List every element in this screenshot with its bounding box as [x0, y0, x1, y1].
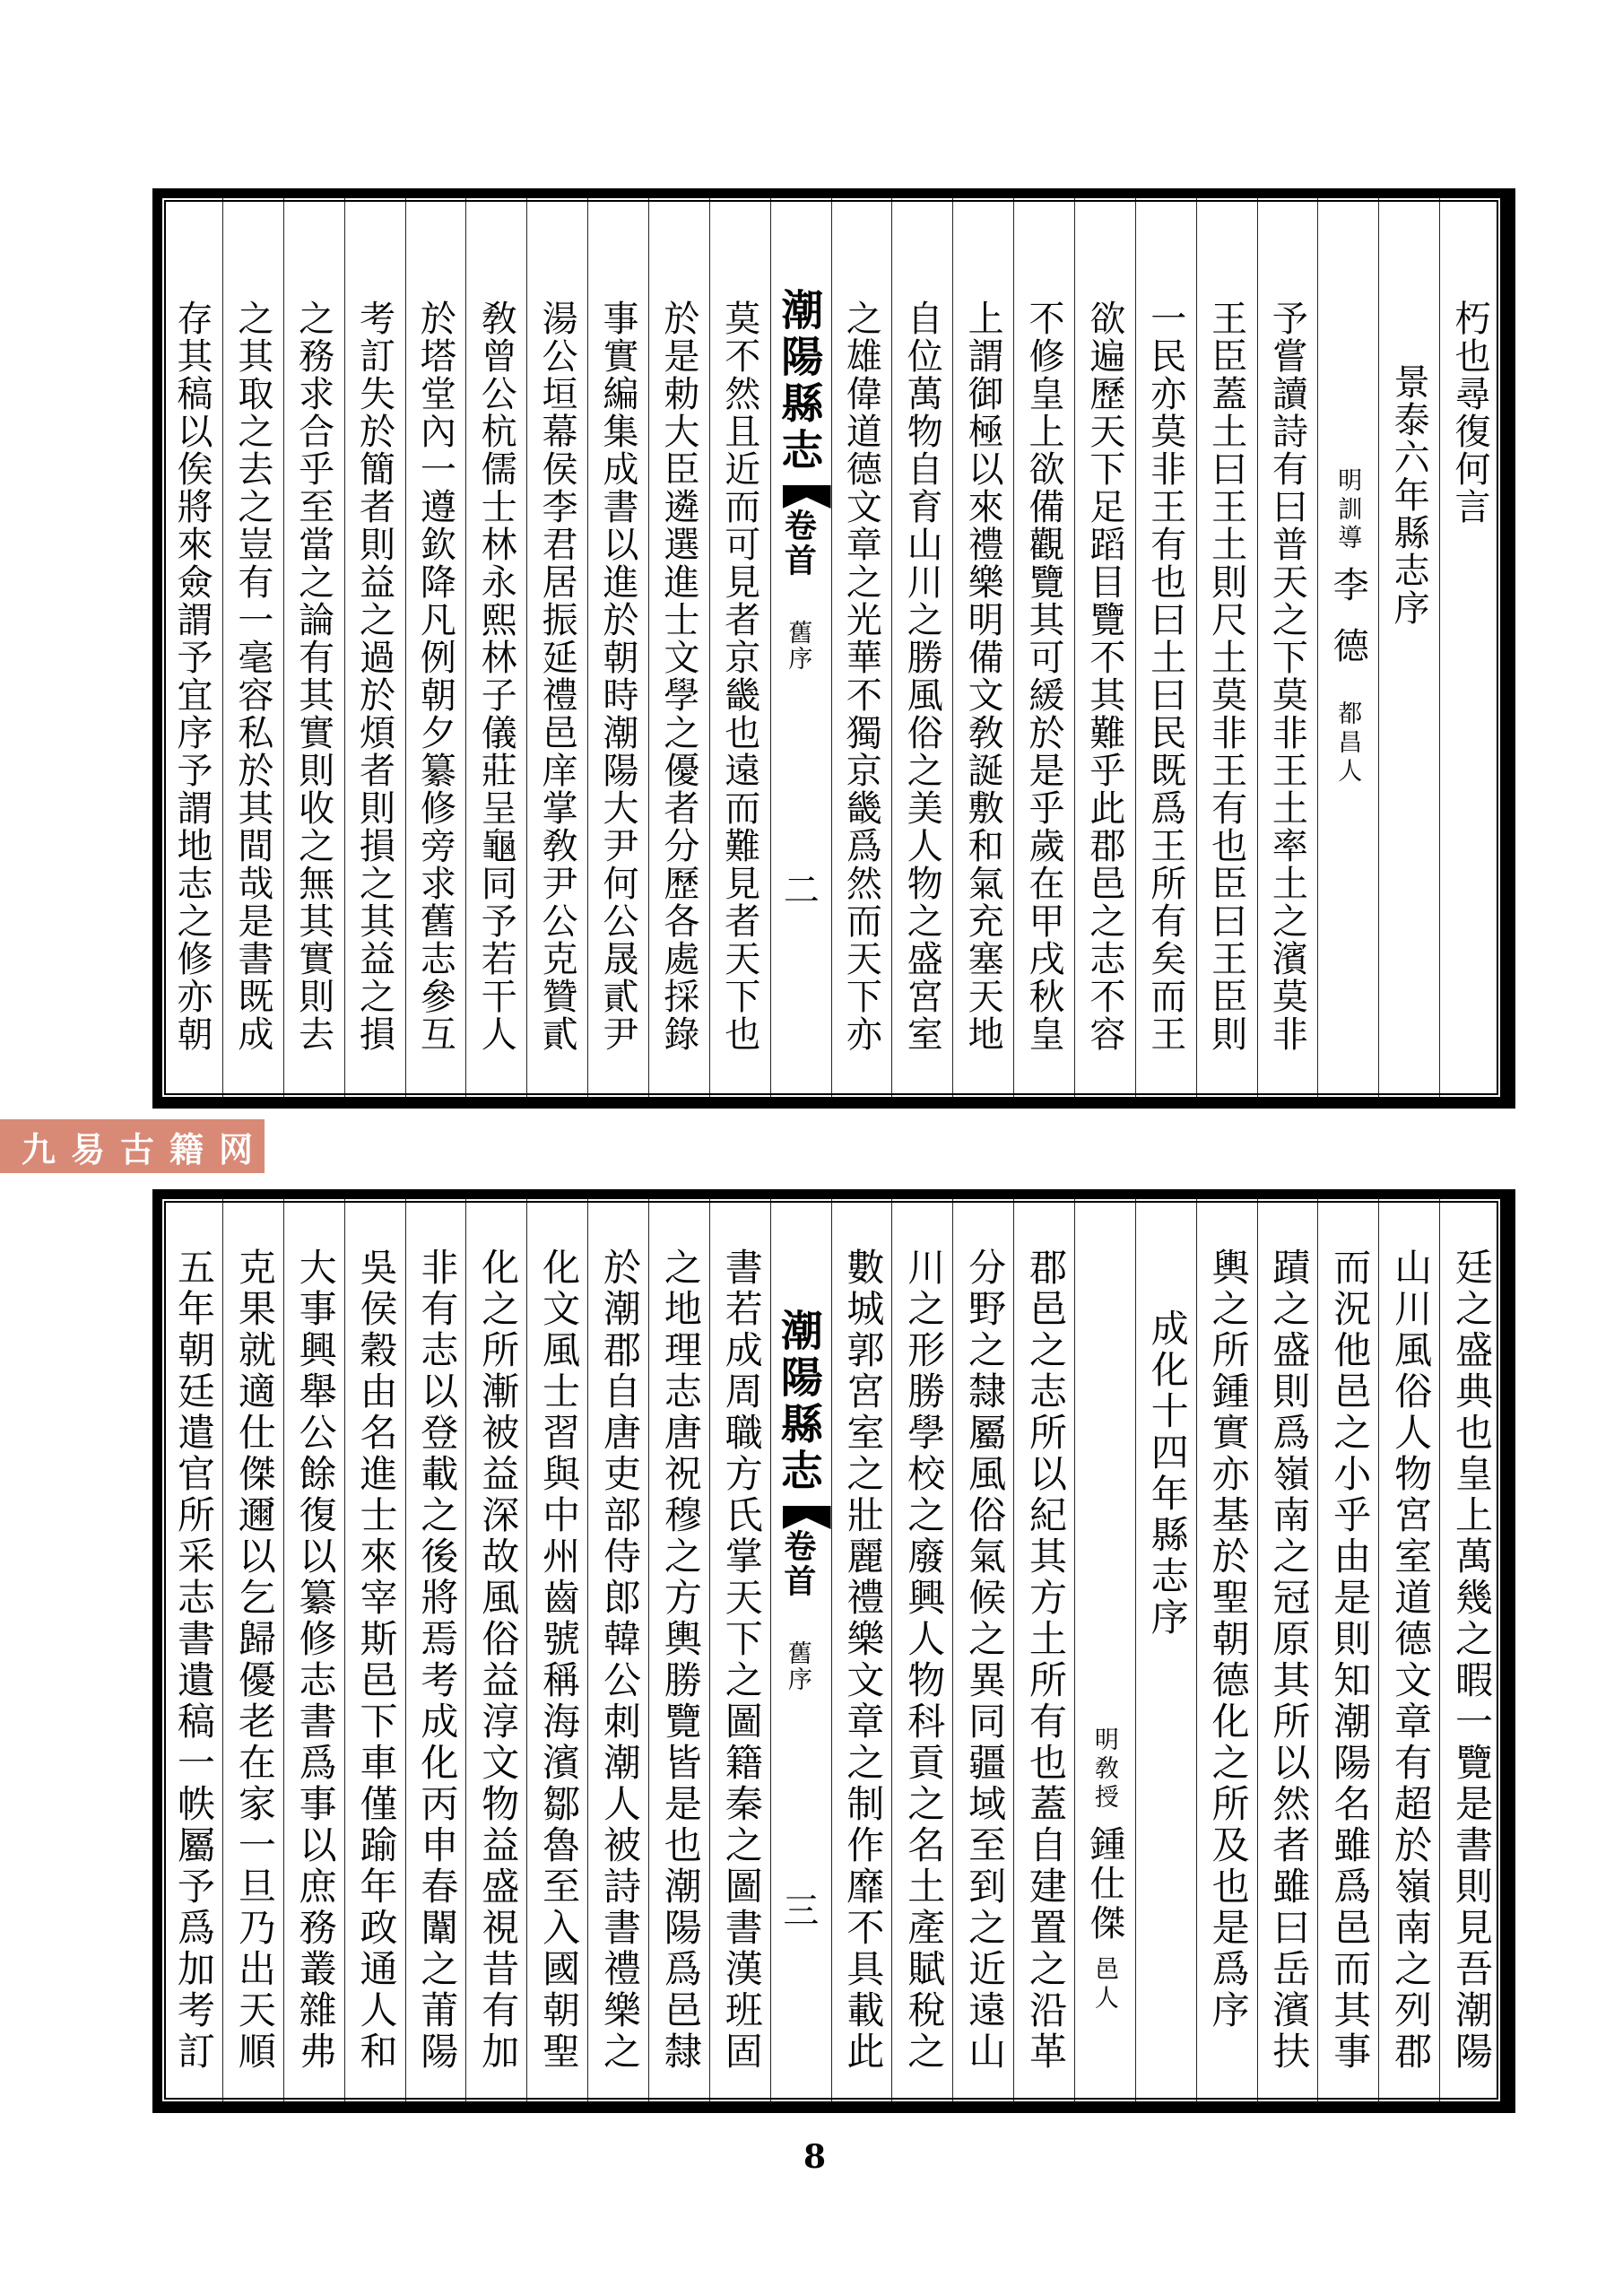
text-column: 郡邑之志所以紀其方土所有也蓋自建置之沿革 — [1013, 1199, 1074, 2101]
text-column: 輿之所鍾實亦基於聖朝德化之所及也是爲序 — [1196, 1199, 1257, 2101]
text-column: 於是勅大臣遴選進士文學之優者分歷各處採錄 — [648, 198, 709, 1097]
text-column: 莫不然且近而可見者京畿也遠而難見者天下也 — [709, 198, 770, 1097]
author-name: 鍾仕傑 — [1084, 1825, 1125, 1944]
text-column: 而況他邑之小乎由是則知潮陽名雖爲邑而其事 — [1317, 1199, 1378, 2101]
text-column: 五年朝廷遣官所采志書遺稿一帙屬予爲加考訂 — [171, 1248, 213, 2073]
text-columns-bottom — [162, 1199, 1500, 2101]
page-number: 8 — [803, 2138, 827, 2176]
text-column: 上謂御極以來禮樂明備文敎誕敷和氣充塞天地 — [952, 198, 1013, 1097]
subsection-label: 舊序 — [784, 1640, 812, 1692]
author-column — [1074, 1199, 1135, 2101]
text-column: 化文風士習與中州齒號稱海濱鄒魯至入國朝聖 — [526, 1199, 587, 2101]
text-column: 於塔堂內一遵欽降凡例朝夕纂修旁求舊志參互 — [405, 198, 466, 1097]
author-annotation: 明訓導 — [1334, 467, 1362, 553]
section-label: 卷首 — [780, 509, 817, 578]
fishtail-mark — [783, 485, 831, 509]
text-column: 數城郭宮室之壯麗禮樂文章之制作靡不具載此 — [831, 1199, 892, 2101]
text-column: 廷之盛典也皇上萬幾之暇一覽是書則見吾潮陽 — [1439, 1199, 1500, 2101]
author-name: 李德 — [1328, 566, 1369, 688]
watermark-text: 九易古籍网 — [22, 1131, 269, 1170]
text-column: 之其取之去之豈有一毫容私於其間哉是書既成 — [222, 198, 283, 1097]
book-title: 潮陽縣志 — [774, 1309, 821, 1495]
text-column: 一民亦莫非王有也曰土曰民既爲王所有矣而王 — [1135, 198, 1196, 1097]
text-column: 朽也尋復何言 — [1439, 198, 1500, 1097]
text-column: 之地理志唐祝穆之方輿勝覽皆是也潮陽爲邑隸 — [648, 1199, 709, 2101]
text-column: 敎曾公杭儒士林永熙林子儀莊呈龜同予若干人 — [465, 198, 526, 1097]
text-column: 克果就適仕傑邇以乞歸優老在家一旦乃出天順 — [222, 1199, 283, 2101]
text-column: 蹟之盛則爲嶺南之冠原其所以然者雖曰岳濱扶 — [1257, 1199, 1318, 2101]
text-column: 湯公垣幕侯李君居振延禮邑庠掌敎尹公克贊貳 — [526, 198, 587, 1097]
text-column: 川之形勝學校之廢興人物科貢之名土產賦稅之 — [891, 1199, 952, 2101]
book-title: 潮陽縣志 — [775, 288, 822, 474]
text-column: 王臣蓋土曰王土則尺土莫非王有也臣曰王臣則 — [1196, 198, 1257, 1097]
section-label: 卷首 — [779, 1529, 816, 1599]
text-column: 非有志以登載之後將焉考成化丙申春闈之莆陽 — [405, 1199, 466, 2101]
author-annotation: 都昌人 — [1334, 700, 1362, 787]
text-columns-top — [162, 198, 1500, 1097]
text-column: 自位萬物自育山川之勝風俗之美人物之盛宮室 — [891, 198, 952, 1097]
text-column: 於潮郡自唐吏部侍郎韓公刺潮人被詩書禮樂之 — [587, 1199, 648, 2101]
text-column: 大事興舉公餘復以纂修志書爲事以庶務叢雜弗 — [283, 1199, 344, 2101]
text-column: 考訂失於簡者則益之過於煩者則損之其益之損 — [344, 198, 405, 1097]
fishtail-mark — [783, 1506, 831, 1529]
author-column — [1317, 198, 1378, 1097]
text-column: 之務求合乎至當之論有其實則收之無其實則去 — [283, 198, 344, 1097]
text-column: 山川風俗人物宮室道德文章有超於嶺南之列郡 — [1378, 1199, 1439, 2101]
center-fold-column — [770, 198, 831, 1097]
text-column: 化之所漸被益深故風俗益淳文物益盛視昔有加 — [465, 1199, 526, 2101]
author-annotation: 邑人 — [1090, 1956, 1118, 2013]
folio-number: 二 — [778, 871, 820, 909]
subsection-label: 舊序 — [785, 620, 812, 672]
author-annotation: 明敎授 — [1090, 1726, 1118, 1813]
book-page-bottom — [152, 1189, 1515, 2113]
watermark-banner — [0, 1119, 269, 1173]
text-column: 分野之隸屬風俗氣候之異同疆域至到之近遠山 — [952, 1199, 1013, 2101]
text-column: 書若成周職方氏掌天下之圖籍秦之圖書漢班固 — [709, 1199, 770, 2101]
text-column: 欲遍歷天下足蹈目覽不其難乎此郡邑之志不容 — [1074, 198, 1135, 1097]
folio-number: 三 — [777, 1892, 819, 1931]
text-column: 吳侯穀由名進士來宰斯邑下車僅踰年政通人和 — [344, 1199, 405, 2101]
book-page-top — [152, 188, 1515, 1109]
text-column: 不修皇上欲備觀覽其可緩於是乎歲在甲戌秋皇 — [1013, 198, 1074, 1097]
preface-title-column: 景泰六年縣志序 — [1378, 198, 1439, 1097]
text-column: 之雄偉道德文章之光華不獨京畿爲然而天下亦 — [831, 198, 892, 1097]
center-fold-column — [770, 1199, 831, 2101]
text-column: 予嘗讀詩有曰普天之下莫非王土率土之濱莫非 — [1257, 198, 1318, 1097]
text-column: 存其稿以俟將來僉謂予宜序予謂地志之修亦朝 — [171, 300, 213, 1053]
text-column: 事實編集成書以進於朝時潮陽大尹何公晟貳尹 — [587, 198, 648, 1097]
preface-title-column: 成化十四年縣志序 — [1135, 1199, 1196, 2101]
